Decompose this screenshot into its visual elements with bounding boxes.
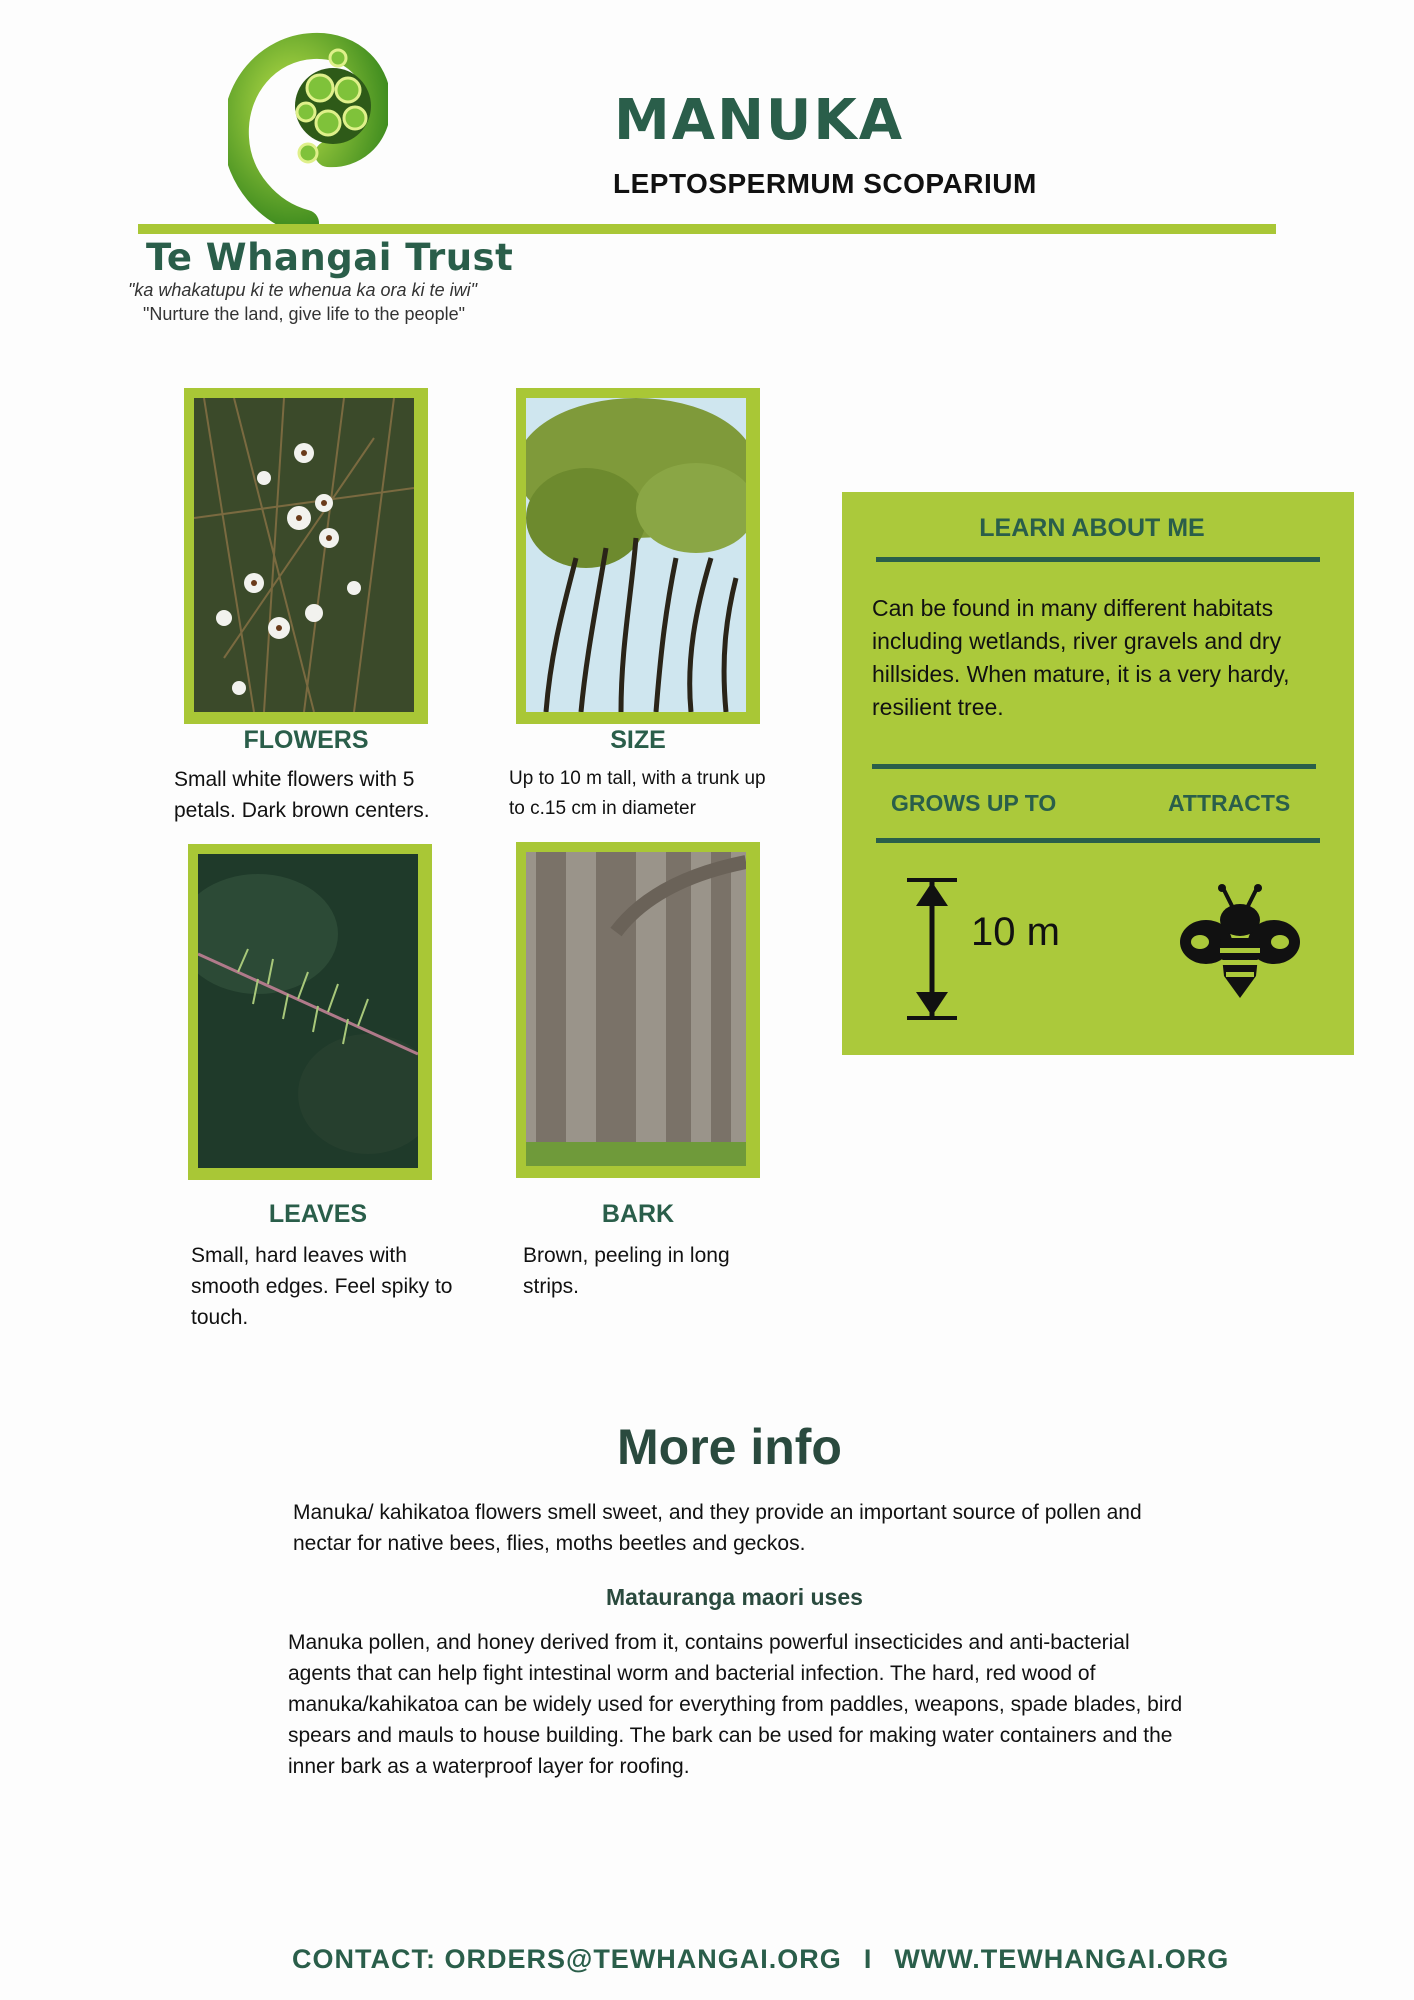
header-divider (138, 224, 1276, 234)
card-text-size: Up to 10 m tall, with a trunk up to c.15 cm in diameter (509, 768, 766, 819)
card-text-leaves: Small, hard leaves with smooth edges. Feel spiky to touch. (191, 1244, 453, 1329)
leaves-photo (188, 844, 432, 1180)
learn-divider-middle (872, 764, 1316, 769)
learn-text: Can be found in many different habitats including wetlands, river gravels and dry hillsides. When mature, it is a very hardy, resilient tree. (872, 595, 1290, 720)
grows-up-to-label: GROWS UP TO (891, 790, 1057, 816)
card-label-bark: BARK (601, 1200, 675, 1228)
more-info-heading: More info (617, 1419, 842, 1475)
size-photo (516, 388, 760, 724)
learn-divider-bottom (876, 838, 1320, 843)
footer-separator: I (863, 1944, 873, 1974)
bark-photo (516, 842, 760, 1178)
attracts-label: ATTRACTS (1168, 790, 1291, 816)
website-link[interactable]: WWW.TEWHANGAI.ORG (894, 1944, 1230, 1974)
more-info-text: Manuka/ kahikatoa flowers smell sweet, and they provide an important source of pollen and nectar for native bees, flies, moths beetles and geckos. (293, 1501, 1142, 1555)
matauranga-text: Manuka pollen, and honey derived from it, contains powerful insecticides and anti-bacterial agents that can help fight intestinal worm and bacterial infection. The hard, red wood of manuka/kahikatoa can be widely used for everything from paddles, weapons, spade blades, bird spears and mauls to house building. The bark can be used for making water containers and the inner bark as a waterproof layer for roofing. (288, 1631, 1183, 1778)
contact-footer (292, 1944, 1229, 1975)
motto-maori: "ka whakatupu ki te whenua ka ora ki te iwi" (128, 280, 477, 300)
organization-name: Te Whangai Trust (146, 236, 514, 279)
card-label-size: SIZE (610, 726, 666, 754)
flowers-photo (184, 388, 428, 724)
matauranga-heading: Matauranga maori uses (606, 1584, 863, 1610)
contact-email-link[interactable]: CONTACT: ORDERS@TEWHANGAI.ORG (292, 1944, 842, 1974)
bee-icon (1180, 880, 1300, 1004)
card-text-flowers: Small white flowers with 5 petals. Dark brown centers. (174, 768, 430, 822)
learn-heading: LEARN ABOUT ME (979, 514, 1205, 542)
fern-koru-logo (228, 28, 388, 228)
learn-divider-top (876, 557, 1320, 562)
card-label-flowers: FLOWERS (243, 726, 369, 754)
card-text-bark: Brown, peeling in long strips. (523, 1244, 730, 1298)
motto-english: "Nurture the land, give life to the people" (143, 304, 465, 324)
card-label-leaves: LEAVES (268, 1200, 368, 1228)
height-value: 10 m (971, 910, 1060, 954)
double-arrow-height-icon (902, 876, 962, 1022)
page-title: MANUKA (614, 88, 905, 153)
scientific-name: LEPTOSPERMUM SCOPARIUM (613, 168, 1037, 199)
learn-about-me-panel (842, 492, 1354, 1055)
